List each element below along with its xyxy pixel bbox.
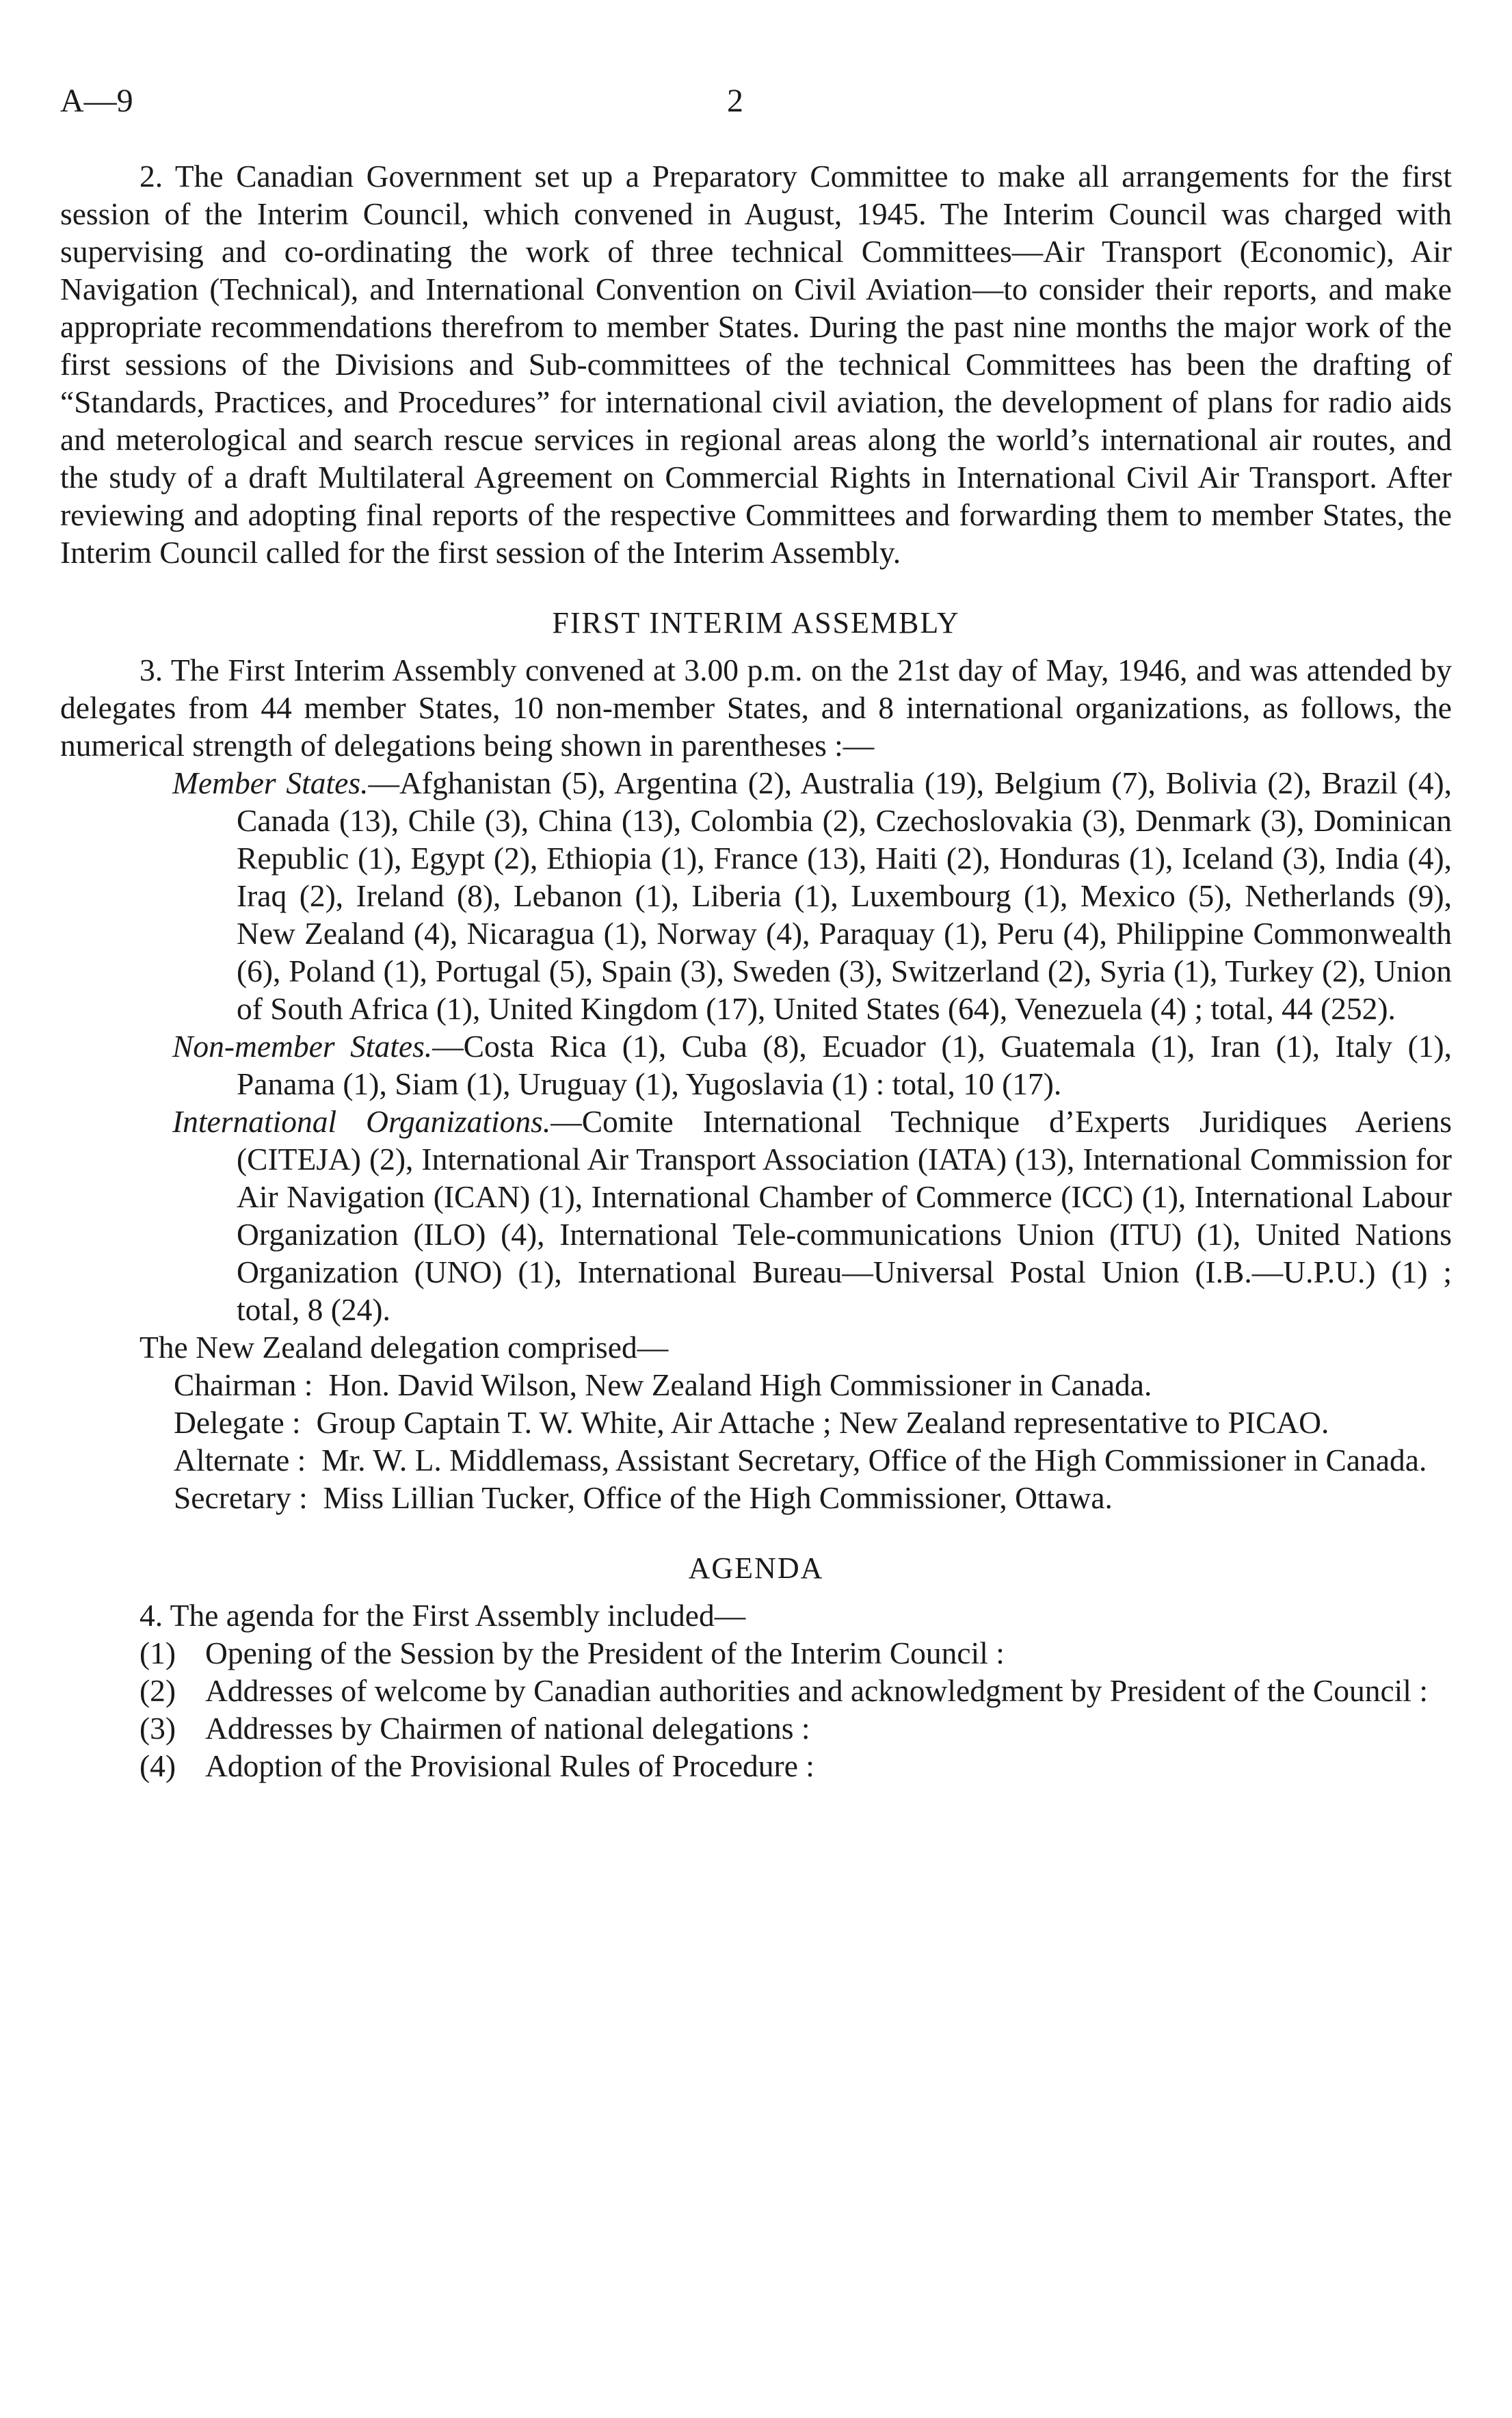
heading-agenda: AGENDA [688,1551,824,1585]
paragraph-2: 2. The Canadian Government set up a Preparatory Committee to make all arrangements for the first session of the Interim Council, which convened in August, 1945. The Interim Council was charged with supervising and co-ordinating the work of three technical Committees—Air Transport (Economic), Air Navigation (Technical), and International Convention on Civil Aviation—to consider their reports, and make appropriate recommendations therefrom to member States. During the past nine months the major work of the first sessions of the Divisions and Sub-committees of the technical Committees has been the drafting of “Standards, Practices, and Procedures” for international civil aviation, the development of plans for radio aids and meterological and search rescue services in regional areas along the world’s international air routes, and the study of a draft Multilateral Agreement on Commercial Rights in International Civil Air Transport. After reviewing and adopting final reports of the respective Committees and forwarding them to member States, the Interim Council called for the first session of the Interim Assembly. [60,159,1452,570]
agenda-item-number: (3) [140,1711,176,1746]
delegation-role: Chairman : [174,1367,313,1402]
agenda-item-text: Adoption of the Provisional Rules of Procedure : [205,1748,814,1783]
member-states-list [60,764,1452,1027]
member-states-text: —Afghanistan (5), Argentina (2), Australia (19), Belgium (7), Bolivia (2), Brazil (4), Canada (13), Chile (3), China (13), Colombia (2), Czechoslovakia (3), Denmark (3), Dominican Republic (1), Egypt (2), Ethiopia (1), France (13), Haiti (2), Honduras (1), Iceland (3), India (4), Iraq (2), Ireland (8), Lebanon (1), Liberia (1), Luxembourg (1), Mexico (5), Netherlands (9), New Zealand (4), Nicaragua (1), Norway (4), Paraquay (1), Peru (4), Philippine Commonwealth (6), Poland (1), Portugal (5), Spain (3), Sweden (3), Switzerland (2), Syria (1), Turkey (2), Union of South Africa (1), United Kingdom (17), United States (64), Venezuela (4) ; total, 44 (252). [237,765,1452,1026]
delegation-person: Hon. David Wilson, New Zealand High Commissioner in Canada. [328,1367,1152,1402]
non-member-states-label: Non-member States. [172,1029,433,1064]
delegation-member [60,1366,1452,1404]
delegation-role: Secretary : [174,1480,308,1515]
delegation-member [60,1479,1452,1516]
agenda-item-text: Addresses by Chairmen of national delegations : [205,1711,810,1746]
international-organizations-text: —Comite International Technique d’Experts Juridiques Aeriens (CITEJA) (2), International Air Transport Association (IATA) (13), International Commission for Air Navigation (ICAN) (1), International Chamber of Commerce (ICC) (1), International Labour Organization (ILO) (4), International Tele-communications Union (ITU) (1), United Nations Organization (UNO) (1), International Bureau—Universal Postal Union (I.B.—U.P.U.) (1) ; total, 8 (24). [237,1104,1452,1327]
document-page [60,82,1452,1785]
page-header [60,82,1452,130]
heading-first-interim-assembly: FIRST INTERIM ASSEMBLY [552,606,960,640]
agenda-item [60,1672,1452,1709]
delegation-person: Miss Lillian Tucker, Office of the High Commissioner, Ottawa. [323,1480,1113,1515]
agenda-item-number: (4) [140,1748,176,1783]
delegation-person: Group Captain T. W. White, Air Attache ; New Zealand representative to PICAO. [316,1405,1329,1440]
delegation-person: Mr. W. L. Middlemass, Assistant Secretary, Office of the High Commissioner in Canada. [321,1443,1427,1477]
delegation-member [60,1441,1452,1479]
delegation-role: Delegate : [174,1405,301,1440]
agenda-item-text: Opening of the Session by the President of the Interim Council : [205,1635,1005,1670]
international-organizations-list [60,1103,1452,1328]
agenda-item [60,1634,1452,1672]
paragraph-4: 4. The agenda for the First Assembly included— [140,1598,746,1633]
delegation-member [60,1404,1452,1441]
paragraph-3: 3. The First Interim Assembly convened at 3.00 p.m. on the 21st day of May, 1946, and was attended by delegates from 44 member States, 10 non-member States, and 8 international organizations, as follows, the numerical strength of delegations being shown in parentheses :— [60,653,1452,763]
agenda-item-number: (2) [140,1673,176,1708]
non-member-states-list [60,1027,1452,1103]
delegation-role: Alternate : [174,1443,306,1477]
delegation-intro: The New Zealand delegation comprised— [140,1330,669,1365]
international-organizations-label: International Organizations. [172,1104,551,1139]
non-member-states-text: —Costa Rica (1), Cuba (8), Ecuador (1), Guatemala (1), Iran (1), Italy (1), Panama (1), Siam (1), Uruguay (1), Yugoslavia (1) : total, 10 (17). [237,1029,1453,1101]
member-states-label: Member States. [172,765,369,800]
agenda-item [60,1747,1452,1785]
agenda-item-text: Addresses of welcome by Canadian authorities and acknowledgment by President of the Council : [205,1673,1428,1708]
page-number: 2 [727,83,743,119]
agenda-item-number: (1) [140,1635,176,1670]
agenda-item [60,1709,1452,1747]
document-reference: A—9 [60,83,133,119]
